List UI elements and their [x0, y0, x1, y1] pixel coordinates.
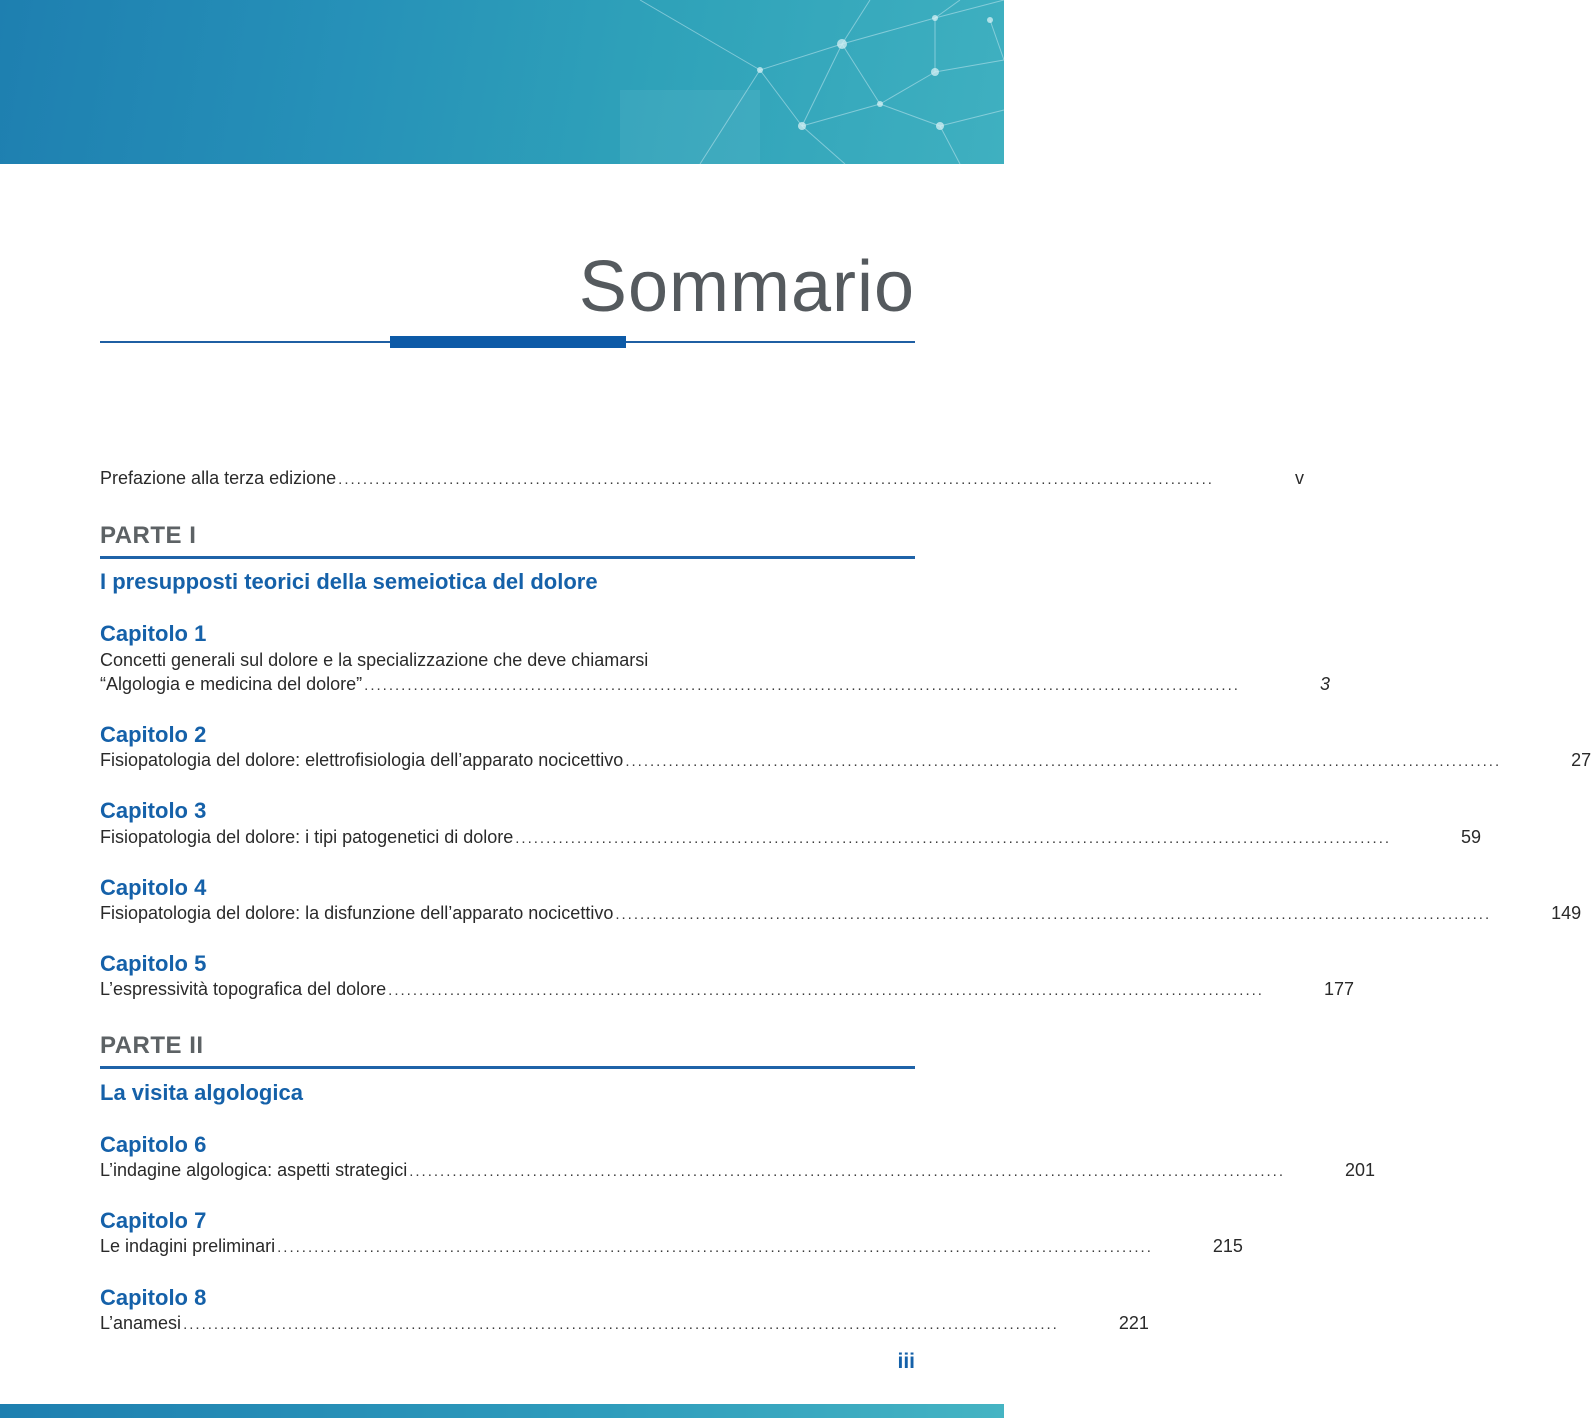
toc-entry-title: L’espressività topografica del dolore — [100, 979, 387, 999]
leader-dots: .............................................................................................................................................. — [625, 753, 1502, 770]
chapter-label: Capitolo 5 — [100, 951, 207, 976]
toc-page-number: 3 — [1319, 674, 1330, 694]
toc-entry-title: Prefazione alla terza edizione — [100, 468, 337, 488]
toc-entry-chapter-7[interactable] — [100, 1236, 1243, 1257]
toc-page-number: 149 — [1551, 903, 1582, 923]
chapter-label: Capitolo 1 — [100, 621, 207, 646]
part-rule — [100, 1066, 915, 1069]
part-rule — [100, 556, 915, 559]
chapter-label: Capitolo 2 — [100, 722, 207, 747]
toc-page-number: 177 — [1323, 979, 1355, 999]
toc-entry-title: Fisiopatologia del dolore: i tipi patogenetici di dolore — [100, 827, 514, 847]
toc-entry-chapter-2[interactable] — [100, 750, 1591, 771]
toc-entry-title: Le indagini preliminari — [100, 1236, 276, 1256]
part-heading: PARTE I — [100, 522, 197, 549]
part-heading: PARTE II — [100, 1032, 204, 1059]
toc-entry-chapter-1[interactable] — [100, 674, 1330, 695]
leader-dots: .............................................................................................................................................. — [364, 677, 1240, 694]
toc-entry-title: Fisiopatologia del dolore: elettrofisiologia dell’apparato nocicettivo — [100, 750, 624, 770]
toc-entry-title: Fisiopatologia del dolore: la disfunzione dell’apparato nocicettivo — [100, 903, 614, 923]
leader-dots: .............................................................................................................................................. — [409, 1163, 1286, 1180]
chapter-label: Capitolo 8 — [100, 1285, 207, 1310]
chapter-label: Capitolo 4 — [100, 875, 207, 900]
section-title: I presupposti teorici della semeiotica del dolore — [100, 569, 598, 594]
toc-entry-chapter-6[interactable] — [100, 1160, 1376, 1181]
toc-page-number: 27 — [1571, 750, 1591, 770]
leader-dots: .............................................................................................................................................. — [183, 1316, 1059, 1333]
title-rule-accent — [390, 336, 626, 348]
leader-dots: .............................................................................................................................................. — [277, 1239, 1153, 1256]
toc-entry-chapter-5[interactable] — [100, 979, 1355, 1000]
network-pattern-icon — [0, 0, 1004, 164]
toc-page-number: 59 — [1461, 827, 1482, 847]
toc-entry-chapter-4[interactable] — [100, 903, 1582, 924]
toc-page-number: 221 — [1118, 1313, 1149, 1333]
page-title: Sommario — [578, 247, 915, 327]
section-title: La visita algologica — [100, 1080, 303, 1105]
chapter-label: Capitolo 7 — [100, 1208, 207, 1233]
page-number: iii — [897, 1350, 915, 1373]
toc-entry-chapter-3[interactable] — [100, 827, 1482, 848]
footer-band — [0, 1404, 1004, 1418]
leader-dots: .............................................................................................................................................. — [615, 906, 1492, 923]
toc-entry-title: “Algologia e medicina del dolore” — [100, 674, 363, 694]
header-band — [0, 0, 1004, 164]
leader-dots: .............................................................................................................................................. — [388, 982, 1264, 999]
toc-entry-chapter-8[interactable] — [100, 1313, 1149, 1334]
toc-entry-preface[interactable] — [100, 468, 1304, 489]
leader-dots: .............................................................................................................................................. — [515, 830, 1392, 847]
toc-entry-title: L’anamesi — [100, 1313, 182, 1333]
toc-entry-title: L’indagine algologica: aspetti strategici — [100, 1160, 408, 1180]
toc-page-number: 201 — [1345, 1160, 1376, 1180]
chapter-label: Capitolo 6 — [100, 1132, 207, 1157]
toc-page-number: v — [1294, 468, 1304, 488]
toc-entry-title-line: Concetti generali sul dolore e la specializzazione che deve chiamarsi — [100, 650, 649, 670]
leader-dots: .............................................................................................................................................. — [338, 471, 1214, 488]
toc-page-number: 215 — [1212, 1236, 1243, 1256]
chapter-label: Capitolo 3 — [100, 798, 207, 823]
